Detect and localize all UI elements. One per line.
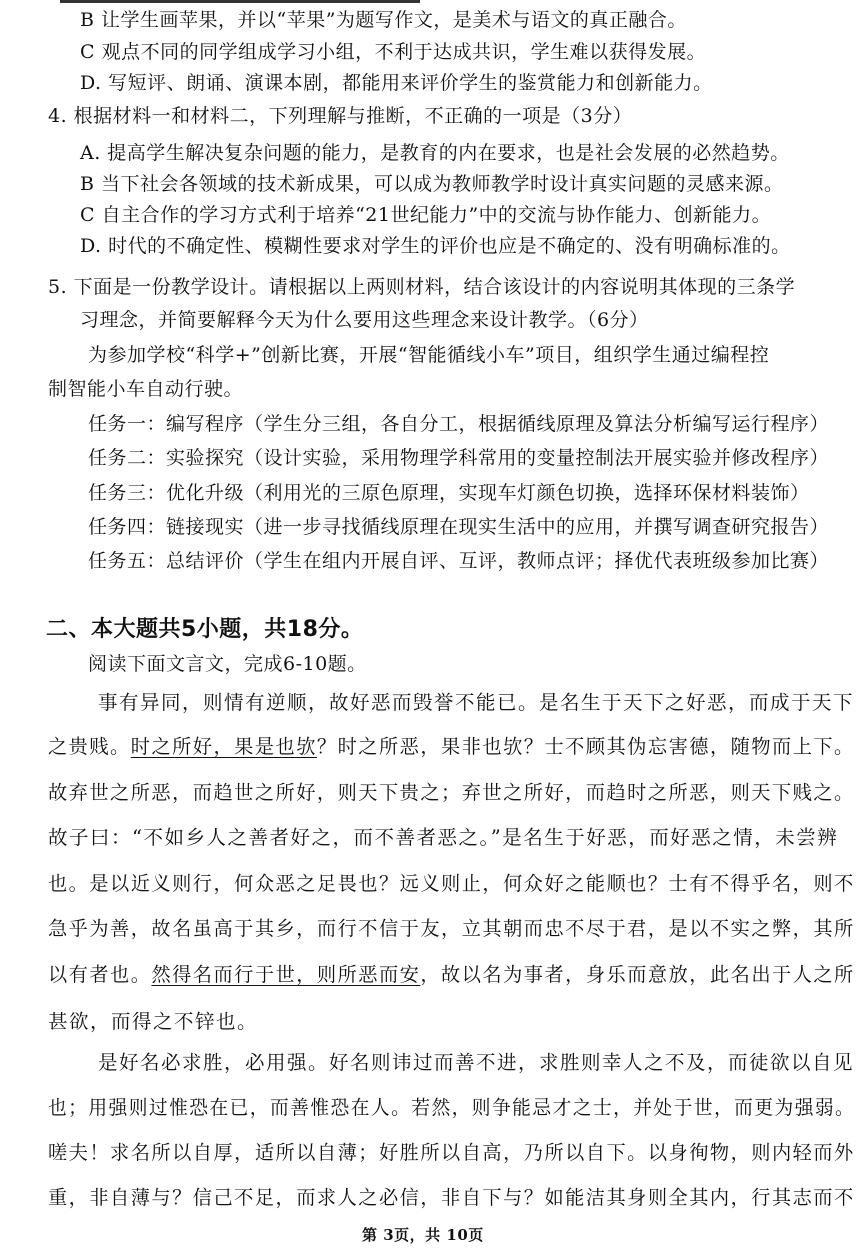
q5-intro-line1: 为参加学校“科学+”创新比赛，开展“智能循线小车”项目，组织学生通过编程控	[88, 344, 770, 366]
q3-option-c: C 观点不同的同学组成学习小组，不利于达成共识，学生难以获得发展。	[80, 41, 707, 63]
passage-underlined-sentence-1: 时之所好，果是也欤	[130, 735, 317, 758]
q4-option-d: D. 时代的不确定性、模糊性要求对学生的评价也应是不确定的、没有明确标准的。	[80, 235, 791, 257]
section2-heading: 二、本大题共5小题，共18分。	[46, 617, 364, 642]
passage-line-6: 急乎为善，故名虽高于其乡，而行不信于友，立其朝而忠不尽于君，是以不实之弊，其所	[48, 917, 855, 940]
q5-intro-line2: 制智能小车自动行驶。	[48, 378, 244, 400]
q4-option-a: A. 提高学生解决复杂问题的能力，是教育的内在要求，也是社会发展的必然趋势。	[80, 142, 790, 164]
passage-line-5: 也。是以近义则行，何众恶之足畏也？远义则止，何众好之能顺也？士有不得乎名，则不	[48, 872, 855, 895]
passage-line-1: 事有异同，则情有逆顺，故好恶而毁誉不能已。是名生于天下之好恶，而成于天下	[98, 691, 855, 714]
passage-line-10: 也；用强则过惟恐在已，而善惟恐在人。若然，则争能忌才之士，并处于世，而更为强弱。	[48, 1096, 856, 1119]
q3-option-d: D. 写短评、朗诵、演课本剧，都能用来评价学生的鉴赏能力和创新能力。	[80, 72, 713, 94]
q3-option-b: B 让学生画苹果，并以“苹果”为题写作文，是美术与语文的真正融合。	[80, 9, 687, 31]
q5-task-3: 任务三：优化升级（利用光的三原色原理，实现车灯颜色切换，选择环保材料装饰）	[88, 482, 810, 504]
scan-top-rule	[60, 0, 420, 3]
page-footer: 第 3页，共 10页	[362, 1226, 484, 1244]
q5-task-2: 任务二：实验探究（设计实验，采用物理学科常用的变量控制法开展实验并修改程序）	[88, 447, 830, 469]
passage-line-7-end: ，故以名为事者，身乐而意放，此名出于人之所	[420, 963, 855, 986]
q4-option-b: B 当下社会各领域的技术新成果，可以成为教师教学时设计真实问题的灵感来源。	[80, 173, 784, 195]
q5-task-4: 任务四：链接现实（进一步寻找循线原理在现实生活中的应用，并撰写调查研究报告）	[88, 516, 830, 538]
passage-line-9: 是好名必求胜，必用强。好名则讳过而善不进，求胜则幸人之不及，而徒欲以自见	[98, 1051, 855, 1074]
q4-option-c: C 自主合作的学习方式利于培养“21世纪能力”中的交流与协作能力、创新能力。	[80, 204, 772, 226]
section2-instruction: 阅读下面文言文，完成6-10题。	[88, 653, 367, 675]
passage-line-3: 故弃世之所恶，而趋世之所好，则天下贵之；弃世之所好，而趋时之所恶，则天下贱之。	[48, 781, 855, 804]
passage-line-12: 重，非自薄与？信己不足，而求人之必信，非自下与？如能洁其身则全其内，行其志而不	[48, 1186, 855, 1209]
passage-line-2-start: 之贵贱。	[48, 735, 131, 758]
passage-underlined-sentence-2: 然得名而行于世，则所恶而安	[151, 963, 421, 986]
passage-line-4: 故子曰：“不如乡人之善者好之，而不善者恶之。”是名生于好恶，而好恶之情，未尝辨	[48, 826, 839, 849]
passage-line-2	[48, 735, 855, 759]
passage-line-2-end: ？时之所恶，果非也欤？士不顾其伪忘害德，随物而上下。	[316, 735, 855, 758]
q5-task-5: 任务五：总结评价（学生在组内开展自评、互评，教师点评；择优代表班级参加比赛）	[88, 550, 830, 572]
q5-stem-line2: 习理念，并简要解释今天为什么要用这些理念来设计教学。（6分）	[80, 309, 649, 331]
passage-line-7-start: 以有者也。	[48, 963, 152, 986]
passage-line-7	[48, 963, 855, 987]
passage-line-8: 甚欲，而得之不锌也。	[48, 1010, 259, 1033]
q5-stem-line1: 5. 下面是一份教学设计。请根据以上两则材料，结合该设计的内容说明其体现的三条学	[48, 276, 796, 298]
passage-line-11: 嗟夫！求名所以自厚，适所以自薄；好胜所以自高，乃所以自下。以身徇物，则内轻而外	[48, 1141, 855, 1164]
q4-stem: 4. 根据材料一和材料二，下列理解与推断，不正确的一项是（3分）	[48, 105, 633, 127]
q5-task-1: 任务一：编写程序（学生分三组，各自分工，根据循线原理及算法分析编写运行程序）	[88, 413, 830, 435]
